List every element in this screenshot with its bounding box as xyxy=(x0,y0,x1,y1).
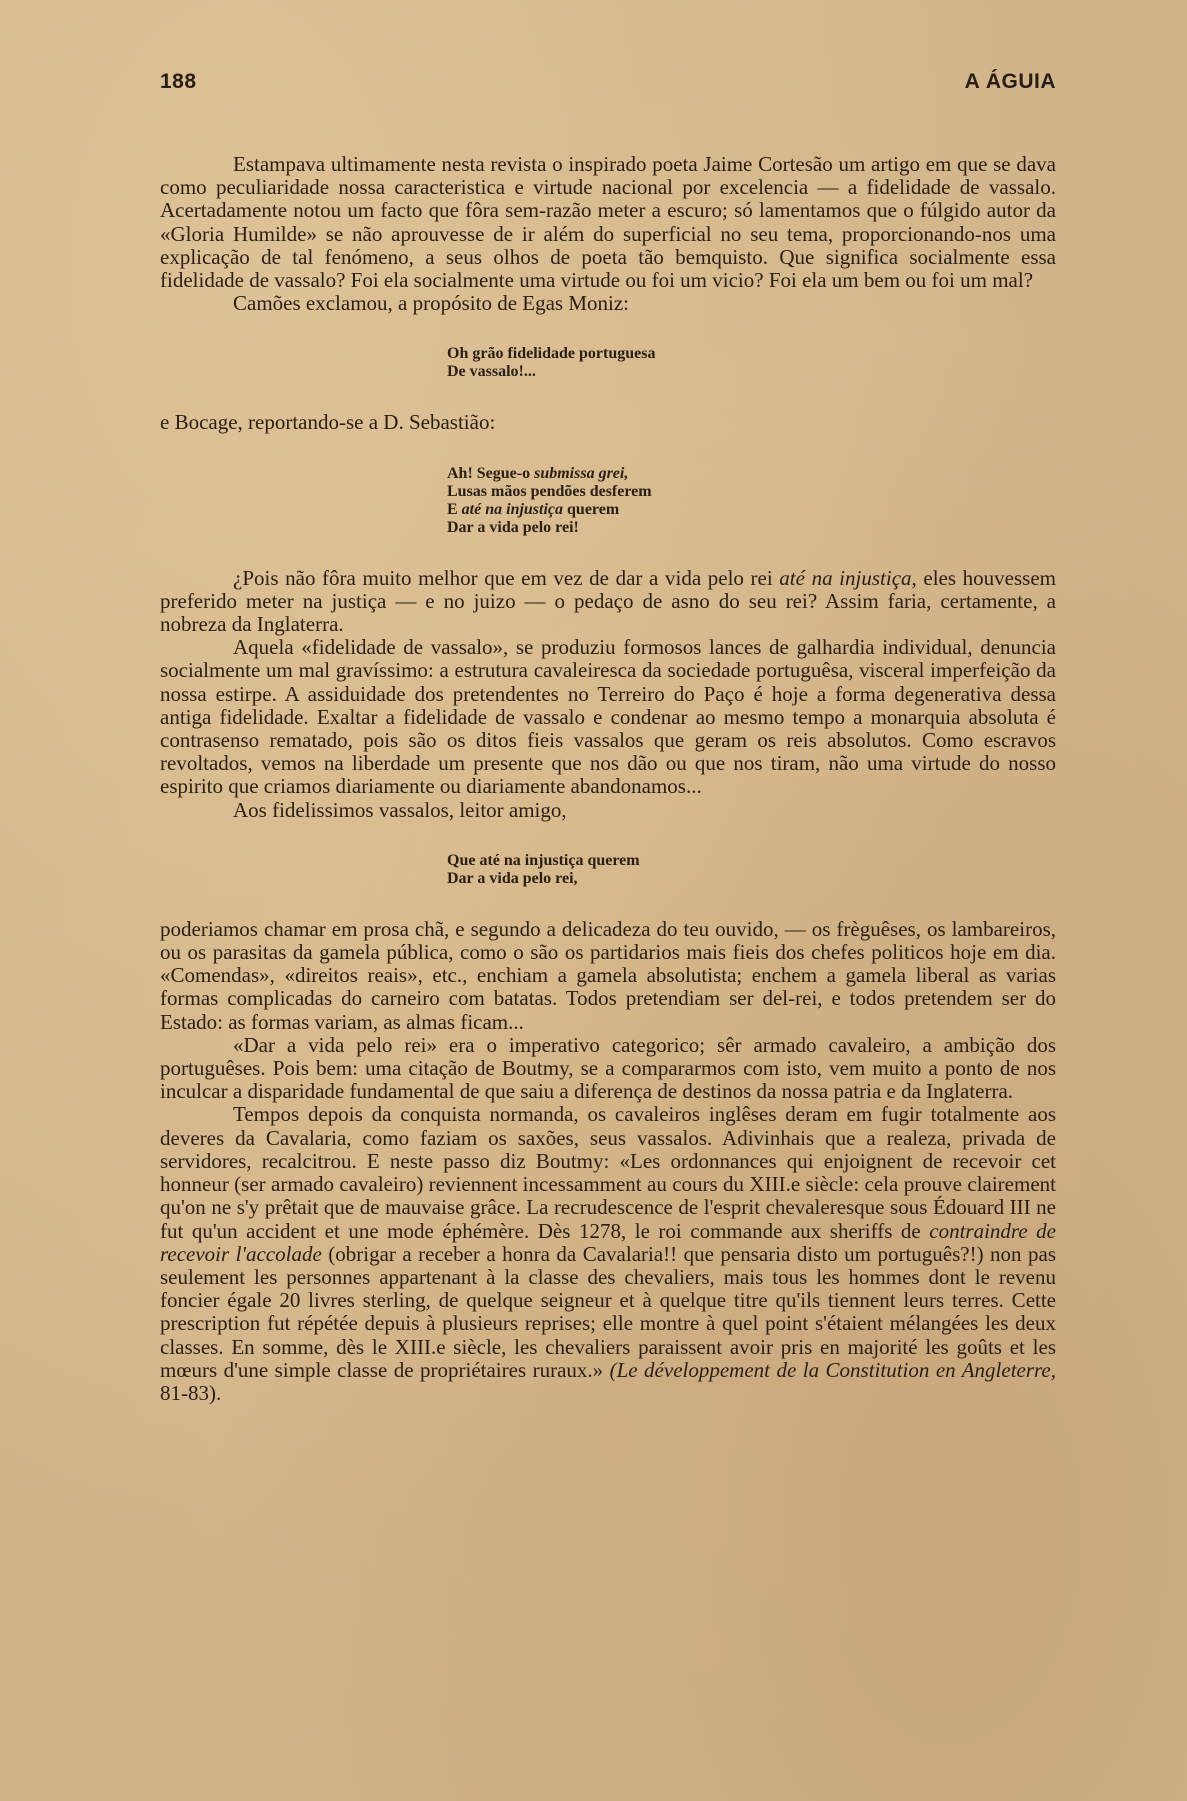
journal-title: A ÁGUIA xyxy=(964,70,1056,93)
verse-line: E até na injustiça querem xyxy=(447,500,620,518)
paragraph-7: poderiamos chamar em prosa chã, e segundo a delicadeza do teu ouvido, — os frèguêses, os lambareiros, ou os parasitas da gamela pública, como o são os partidarios mais fieis dos chefes politicos hoje em dia. «Comendas», «direitos reais», etc., enchiam a gamela absolutista; enchem a gamela liberal as varias formas complicadas do carneiro com batatas. Todos pretendiam ser del-rei, e todos pretendem ser do Estado: as formas variam, as almas ficam... xyxy=(160,916,1056,1034)
verse-bocage xyxy=(160,465,1056,537)
verse-line: Ah! Segue-o submissa grei, xyxy=(447,464,629,482)
verse-line: Lusas mãos pendões desferem xyxy=(447,482,652,500)
paragraph-8: «Dar a vida pelo rei» era o imperativo categorico; sêr armado cavaleiro, a ambição dos portuguêses. Pois bem: uma citação de Boutmy, se a compararmos com isto, vem muito a ponto de nos inculcar a disparidade fundamental de que saiu a diferença de destinos da nossa patria e da Inglaterra. xyxy=(160,1032,1056,1104)
paragraph-6: Aos fidelissimos vassalos, leitor amigo, xyxy=(233,797,567,822)
paragraph-4: ¿Pois não fôra muito melhor que em vez de dar a vida pelo rei até na injustiça, eles houvessem preferido meter na justiça — e no juizo — o pedaço de asno do seu rei? Assim faria, certamente, a nobreza da Inglaterra. xyxy=(160,565,1056,637)
paragraph-2: Camões exclamou, a propósito de Egas Moniz: xyxy=(233,291,629,316)
paragraph-5: Aquela «fidelidade de vassalo», se produziu formosos lances de galhardia individual, denuncia socialmente um mal gravíssimo: a estrutura cavaleiresca da sociedade portuguêsa, visceral imperfeição da nossa estirpe. A assiduidade dos pretendentes no Terreiro do Paço é hoje a forma degenerativa dessa antiga fidelidade. Exaltar a fidelidade de vassalo e condenar ao mesmo tempo a monarquia absoluta é contrasenso rematado, pois são os ditos fieis vassalos que geram os reis absolutos. Como escravos revoltados, vemos na liberdade um presente que nos dão ou que nos tiram, não uma virtude do nosso espirito que criamos diariamente ou diariamente abandonamos... xyxy=(160,635,1056,799)
paragraph-3: e Bocage, reportando-se a D. Sebastião: xyxy=(160,410,496,435)
verse-quote xyxy=(160,852,1056,888)
verse-line: Dar a vida pelo rei! xyxy=(447,518,579,536)
verse-line: De vassalo!... xyxy=(447,363,536,381)
article-body xyxy=(160,153,1056,1405)
verse-line: Que até na injustiça querem xyxy=(447,851,640,869)
verse-line: Oh grão fidelidade portuguesa xyxy=(447,345,656,363)
paragraph-1: Estampava ultimamente nesta revista o inspirado poeta Jaime Cortesão um artigo em que se dava como peculiaridade nossa caracteristica e virtude nacional por excelencia — a fidelidade de vassalo. Acertadamente notou um facto que fôra sem-razão meter a escuro; só lamentamos que o fúlgido autor da «Gloria Humilde» se não aprouvesse de ir além do superficial no seu tema, proporcionando-nos uma explicação de tal fenómeno, a seus olhos de poeta tão bemquisto. Que significa socialmente essa fidelidade de vassalo? Foi ela socialmente uma virtude ou foi um vicio? Foi ela um bem ou foi um mal? xyxy=(160,152,1056,293)
paragraph-9: Tempos depois da conquista normanda, os cavaleiros inglêses deram em fugir totalmente aos deveres da Cavalaria, como faziam os saxões, seus vassalos. Adivinhais que a realeza, privada de servidores, recalcitrou. E neste passo diz Boutmy: «Les ordonnances qui enjoignent de recevoir cet honneur (ser armado cavaleiro) reviennent incessamment au cours du XIII.e siècle: cela prouve clairement qu'on ne s'y prêtait que de mauvaise grâce. La recrudescence de l'esprit chevaleresque sous Édouard III ne fut qu'un accident et une mode éphémère. Dès 1278, le roi commande aux sheriffs de contraindre de recevoir l'accolade (obrigar a receber a honra da Cavalaria!! que pensaria disto um português?!) non pas seulement les personnes appartenant à la classe des chevaliers, mais tous les hommes dont le revenu foncier égale 20 livres sterling, de quelque seigneur et à quelque titre qu'ils tiennent leurs terres. Cette prescription fut répétée depuis à plusieurs reprises; elle montre à quel point s'étaient mélangées les deux classes. En somme, dès le XIII.e siècle, les chevaliers paraissent avoir pris en majorité les goûts et les mœurs d'une simple classe de propriétaires ruraux.» (Le développement de la Constitution en Angleterre, 81-83). xyxy=(160,1102,1057,1405)
verse-line: Dar a vida pelo rei, xyxy=(447,869,578,887)
page-number: 188 xyxy=(160,70,197,93)
verse-camoes xyxy=(160,345,1056,381)
